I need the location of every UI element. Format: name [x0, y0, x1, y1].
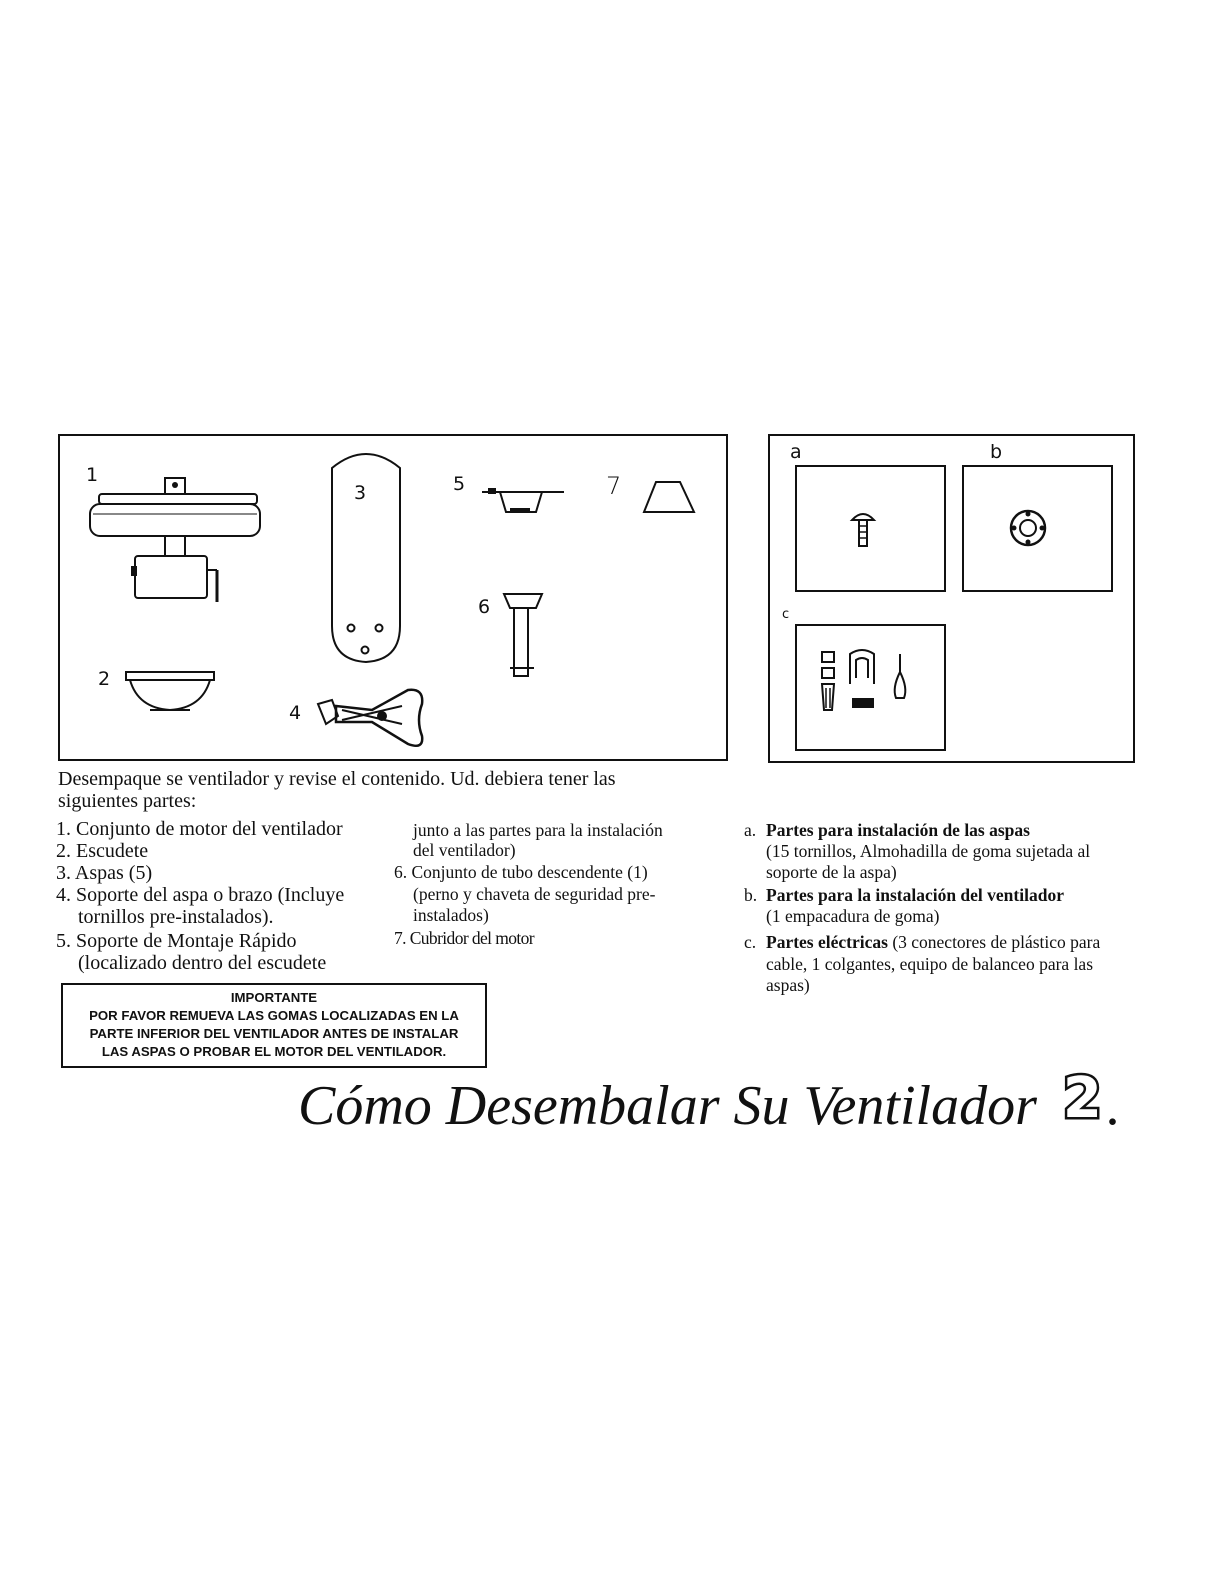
motor-cover-drawing: [640, 478, 700, 518]
important-line-1: POR FAVOR REMUEVA LAS GOMAS LOCALIZADAS EN LA: [89, 1008, 459, 1023]
parts-item-6-cont2: instalados): [413, 905, 489, 925]
important-notice: [61, 983, 487, 1068]
hardware-label-a: a: [790, 441, 802, 463]
rubber-gasket-icon: [1008, 508, 1048, 548]
canopy-drawing: [120, 668, 230, 718]
hardware-item-b-title: Partes para la instalación del ventilador: [766, 885, 1064, 905]
part-label-6: 6: [478, 596, 491, 618]
parts-item-5-cont3: del ventilador): [413, 840, 516, 860]
part-label-5: 5: [453, 473, 466, 495]
downrod-drawing: [498, 590, 548, 685]
hardware-item-c-letter: c.: [744, 932, 757, 952]
page-title: [298, 1066, 1121, 1138]
parts-item-5-cont: (localizado dentro del escudete: [78, 952, 327, 974]
hardware-item-b-letter: b.: [744, 885, 758, 905]
important-line-2: PARTE INFERIOR DEL VENTILADOR ANTES DE INSTALAR: [89, 1026, 459, 1041]
hardware-label-c: c: [782, 607, 790, 622]
hardware-item-c-first-line: [766, 932, 1100, 954]
hardware-item-c-line0: (3 conectores de plástico para: [887, 932, 1101, 952]
hardware-item-a-line1: (15 tornillos, Almohadilla de goma sujetada al: [766, 841, 1091, 861]
parts-item-1: 1. Conjunto de motor del ventilador: [56, 818, 343, 840]
part-label-7: 7: [606, 472, 622, 500]
motor-assembly-drawing: [85, 474, 285, 614]
parts-item-3: 3. Aspas (5): [56, 862, 153, 884]
important-line-3: LAS ASPAS O PROBAR EL MOTOR DEL VENTILADOR.: [101, 1044, 447, 1059]
part-label-3: 3: [354, 482, 367, 504]
blade-drawing: [326, 446, 406, 666]
hardware-item-c-title: Partes eléctricas: [766, 932, 888, 952]
important-heading: IMPORTANTE: [230, 990, 318, 1005]
mounting-bracket-drawing: [478, 482, 568, 522]
hardware-item-c-line2: aspas): [766, 975, 810, 995]
hardware-item-a-letter: a.: [744, 820, 757, 840]
electrical-parts-icon: [818, 648, 918, 718]
parts-item-5: 5. Soporte de Montaje Rápido: [56, 930, 297, 952]
parts-item-6: 6. Conjunto de tubo descendente (1): [394, 862, 648, 882]
parts-item-2: 2. Escudete: [56, 840, 149, 862]
screw-icon: [848, 510, 878, 550]
hardware-item-b-line1: (1 empacadura de goma): [766, 906, 940, 926]
hardware-item-a-title: Partes para instalación de las aspas: [766, 820, 1030, 840]
blade-arm-drawing: [312, 680, 432, 750]
parts-item-7: 7. Cubridor del motor: [394, 928, 535, 948]
intro-line-2: siguientes partes:: [58, 790, 197, 812]
part-label-4: 4: [289, 702, 302, 724]
page-number: 2: [1062, 1066, 1102, 1131]
part-label-2: 2: [98, 668, 111, 690]
hardware-label-b: b: [990, 441, 1003, 463]
hardware-item-c-line1: cable, 1 colgantes, equipo de balanceo para las: [766, 954, 1094, 974]
parts-item-4-cont: tornillos pre-instalados).: [78, 906, 274, 928]
parts-item-6-cont: (perno y chaveta de seguridad pre-: [413, 884, 656, 904]
intro-line-1: Desempaque se ventilador y revise el contenido. Ud. debiera tener las: [58, 768, 616, 790]
page-title-period: .: [1106, 1075, 1121, 1137]
page-title-text: Cómo Desembalar Su Ventilador: [298, 1075, 1037, 1137]
page-number-badge: [1057, 1066, 1107, 1131]
parts-item-5-cont2: junto a las partes para la instalación: [413, 820, 663, 840]
part-label-1: 1: [86, 464, 99, 486]
parts-item-4: 4. Soporte del aspa o brazo (Incluye: [56, 884, 345, 906]
hardware-item-a-line2: soporte de la aspa): [766, 862, 897, 882]
